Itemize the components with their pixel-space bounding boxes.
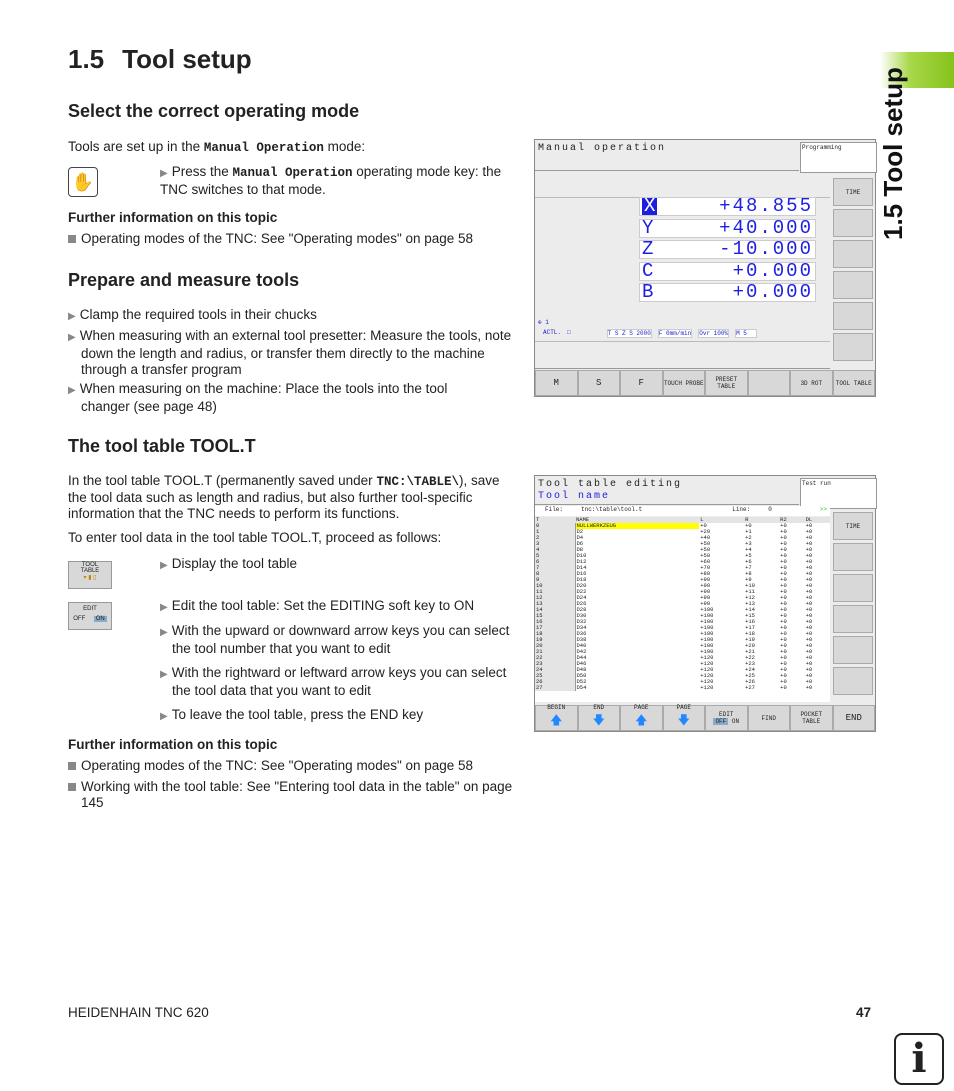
table-cell[interactable]: +24 [745, 666, 755, 673]
softkey-label: M [553, 378, 559, 388]
table-cell[interactable]: +50 [700, 552, 711, 559]
table-cell[interactable]: +0 [805, 564, 813, 571]
axis-label: C [642, 259, 654, 282]
table-cell[interactable]: +0 [805, 546, 813, 553]
table-cell[interactable]: 23 [535, 661, 575, 667]
table-cell[interactable]: +0 [780, 576, 787, 583]
table-cell[interactable]: +0 [780, 546, 787, 553]
table-cell[interactable]: NULLWERKZEUG [575, 523, 699, 529]
table-cell[interactable]: 5 [535, 553, 575, 559]
table-cell[interactable]: +0 [805, 606, 813, 613]
table-cell[interactable]: +17 [745, 624, 755, 631]
table-cell[interactable]: 4 [535, 547, 575, 553]
softkey-s[interactable] [578, 370, 621, 396]
table-cell[interactable]: +0 [805, 576, 813, 583]
softkey-label: F [638, 378, 644, 388]
table-cell[interactable]: D32 [576, 618, 587, 625]
step: ▶ Edit the tool table: Set the EDITING soft key to ON [160, 598, 475, 613]
table-cell[interactable]: D30 [576, 612, 587, 619]
table-cell[interactable]: +0 [745, 522, 752, 529]
table-cell[interactable]: +0 [805, 648, 813, 655]
table-cell[interactable]: D40 [576, 642, 587, 649]
side-softkey[interactable] [833, 333, 873, 361]
table-cell[interactable]: +100 [700, 630, 714, 637]
table-cell[interactable]: D50 [576, 672, 587, 679]
softkey-label: S [596, 378, 602, 388]
table-cell[interactable]: +120 [700, 654, 714, 661]
table-cell[interactable]: +50 [700, 546, 711, 553]
softkey-page[interactable] [663, 705, 706, 731]
table-cell[interactable]: +90 [700, 594, 711, 601]
table-cell[interactable]: +0 [780, 672, 787, 679]
table-cell[interactable]: +0 [805, 534, 813, 541]
table-cell[interactable]: D42 [576, 648, 587, 655]
table-cell[interactable]: D6 [576, 540, 584, 547]
table-cell[interactable]: +100 [700, 618, 714, 625]
table-cell[interactable]: +100 [700, 636, 714, 643]
column-header[interactable]: L [700, 517, 704, 523]
table-cell[interactable]: D36 [576, 630, 587, 637]
column-header[interactable]: R2 [780, 517, 787, 523]
table-cell[interactable]: +0 [805, 672, 813, 679]
table-cell[interactable]: +0 [805, 582, 813, 589]
softkey-end[interactable] [578, 705, 621, 731]
table-cell[interactable]: +0 [700, 522, 707, 529]
table-cell[interactable]: +0 [805, 660, 813, 667]
page-title: 1.5 Tool setup [68, 44, 252, 74]
table-cell[interactable]: 8 [535, 571, 575, 577]
table-cell[interactable]: D4 [576, 534, 584, 541]
manual-operation-screenshot [534, 139, 876, 397]
table-cell[interactable]: D24 [576, 594, 587, 601]
table-cell[interactable]: +0 [805, 678, 813, 685]
softkey-page[interactable] [620, 705, 663, 731]
table-cell[interactable]: +100 [700, 642, 714, 649]
side-softkey[interactable] [833, 209, 873, 237]
table-cell[interactable]: 21 [535, 649, 575, 655]
table-cell[interactable]: +0 [780, 642, 787, 649]
table-cell[interactable]: +20 [745, 642, 755, 649]
axis-value: -10.000 [719, 238, 813, 260]
list-item: ▶ When measuring on the machine: Place the tools into the tool changer (see page 48) [68, 381, 448, 414]
table-cell[interactable]: 20 [535, 643, 575, 649]
softkey-time[interactable]: TIME [833, 512, 873, 540]
table-cell[interactable]: +0 [780, 606, 787, 613]
table-cell[interactable]: D52 [576, 678, 587, 685]
table-cell[interactable]: D14 [576, 564, 587, 571]
tool-table-softkey-image: TOOL TABLE ▾ ▮ ▯ [68, 561, 112, 589]
table-cell[interactable]: +0 [780, 648, 787, 655]
table-cell[interactable]: +4 [745, 546, 752, 553]
table-cell[interactable]: +0 [780, 534, 787, 541]
table-cell[interactable]: +0 [805, 630, 813, 637]
section-title-operating-mode: Select the correct operating mode [68, 101, 360, 121]
table-cell[interactable]: +2 [745, 534, 752, 541]
arrow-down-icon: 🡇 [677, 714, 690, 728]
arrow-up-icon: 🡅 [550, 714, 563, 728]
table-cell[interactable]: 11 [535, 589, 575, 595]
edit-softkey-image: EDIT OFF ON [68, 602, 112, 630]
table-cell[interactable]: 9 [535, 577, 575, 583]
table-cell[interactable]: +0 [805, 636, 813, 643]
table-cell[interactable]: +120 [700, 660, 714, 667]
axis-label: Z [642, 238, 654, 260]
table-cell[interactable]: 18 [535, 631, 575, 637]
arrow-down-icon: 🡇 [592, 714, 605, 728]
table-cell[interactable]: +0 [780, 570, 787, 577]
axis-label: B [642, 281, 654, 303]
axis-label: Y [642, 216, 654, 239]
screen-title: Tool table editing [538, 479, 683, 490]
softkey-end[interactable] [833, 705, 876, 731]
table-cell[interactable]: 10 [535, 583, 575, 589]
chapter-tab-label: 1.5 Tool setup [878, 67, 908, 240]
intro-text: Tools are set up in the Manual Operation mode: [68, 139, 366, 155]
axis-c-position [639, 259, 816, 282]
step: ▶ With the rightward or leftward arrow keys you can select the tool data that you want to edit [160, 665, 507, 698]
table-cell[interactable]: +19 [745, 636, 755, 643]
table-cell[interactable]: +0 [805, 600, 813, 607]
table-row[interactable] [535, 685, 830, 691]
table-cell[interactable]: +15 [745, 612, 755, 619]
tool-table [535, 517, 830, 702]
table-cell[interactable]: +0 [805, 522, 813, 529]
table-cell[interactable]: D46 [576, 660, 587, 667]
softkey-preset-table[interactable] [705, 370, 748, 396]
table-cell[interactable]: +11 [745, 588, 755, 595]
table-cell[interactable]: +90 [700, 588, 711, 595]
column-header[interactable]: R [745, 517, 749, 523]
side-softkey[interactable] [833, 636, 873, 664]
axis-label: X [644, 195, 656, 217]
tool-table-screenshot [534, 475, 876, 732]
table-cell[interactable]: +90 [700, 576, 711, 583]
status-line-2: ACTL. □ T S Z S 2000 F 0mm/min Ovr 100% M 5 [543, 329, 757, 338]
table-cell[interactable]: +90 [700, 582, 711, 589]
table-cell[interactable]: +0 [780, 588, 787, 595]
further-info-bullet: Working with the tool table: See "Entering tool data in the table" on page 145 [68, 779, 513, 811]
paragraph: In the tool table TOOL.T (permanently saved under TNC:\TABLE\), save the tool data such as length and radius, but also further tool-specific information that the TNC needs to perform its functions. [68, 473, 500, 521]
table-cell[interactable]: +0 [780, 600, 787, 607]
table-cell[interactable]: +100 [700, 624, 714, 631]
table-cell[interactable]: +9 [745, 576, 752, 583]
side-softkey[interactable] [833, 240, 873, 268]
table-cell[interactable]: +0 [780, 558, 787, 565]
softkey-pocket-table[interactable] [790, 705, 833, 731]
table-cell[interactable]: D8 [576, 546, 584, 553]
table-cell[interactable]: D20 [576, 582, 587, 589]
side-softkey[interactable] [833, 605, 873, 633]
table-cell[interactable]: +120 [700, 678, 714, 685]
table-cell[interactable]: +50 [700, 540, 711, 547]
table-cell[interactable]: +0 [805, 552, 813, 559]
table-cell[interactable]: +0 [780, 624, 787, 631]
table-cell[interactable]: +0 [780, 528, 787, 535]
table-cell[interactable]: +7 [745, 564, 752, 571]
table-cell[interactable]: +13 [745, 600, 755, 607]
table-cell[interactable]: 0 [535, 523, 575, 529]
table-cell[interactable]: +100 [700, 606, 714, 613]
table-cell[interactable]: 7 [535, 565, 575, 571]
softkey-m[interactable] [535, 370, 578, 396]
table-cell[interactable]: 25 [535, 673, 575, 679]
softkey-label: FIND [761, 714, 776, 722]
axis-value: +48.855 [719, 195, 813, 217]
table-cell[interactable]: +0 [780, 678, 787, 685]
table-cell[interactable]: +21 [745, 648, 755, 655]
softkey-begin[interactable] [535, 705, 578, 731]
further-info-bullet: Operating modes of the TNC: See "Operating modes" on page 58 [68, 231, 473, 247]
axis-value: +0.000 [732, 281, 813, 303]
softkey-row [535, 705, 875, 731]
table-cell[interactable]: 6 [535, 559, 575, 565]
table-cell[interactable]: 14 [535, 607, 575, 613]
step: ▶ To leave the tool table, press the END key [160, 707, 424, 722]
side-softkey[interactable] [833, 271, 873, 299]
axis-x-position [639, 197, 816, 216]
table-cell[interactable]: +8 [745, 570, 752, 577]
section-title-tool-table: The tool table TOOL.T [68, 436, 256, 456]
info-icon: i [894, 1033, 944, 1085]
table-cell[interactable]: 17 [535, 625, 575, 631]
softkey-label: TOUCH PROBE [663, 379, 704, 387]
table-cell[interactable]: +3 [745, 540, 752, 547]
paragraph: To enter tool data in the tool table TOOL.T, proceed as follows: [68, 530, 442, 545]
table-cell[interactable]: D22 [576, 588, 587, 595]
table-cell[interactable]: +0 [780, 636, 787, 643]
table-cell[interactable]: +0 [805, 618, 813, 625]
secondary-mode: Programming [800, 142, 877, 173]
table-cell[interactable]: +25 [745, 672, 755, 679]
table-cell[interactable]: +120 [700, 666, 714, 673]
list-item: ▶ When measuring with an external tool presetter: Measure the tools, note down the length and radius, or transfer them directly to the machine through a transfer program [68, 328, 512, 377]
step: ▶ With the upward or downward arrow keys you can select the tool number that you want to edit [160, 623, 510, 656]
edit-toggle: OFF ON [715, 718, 740, 725]
table-cell[interactable]: D18 [576, 576, 587, 583]
softkey-3d-rot[interactable] [790, 370, 833, 396]
table-cell[interactable]: +0 [805, 612, 813, 619]
softkey-blank[interactable] [748, 370, 791, 396]
axis-z-position [639, 240, 816, 259]
further-info-bullet: Operating modes of the TNC: See "Operating modes" on page 58 [68, 758, 473, 774]
table-cell[interactable]: +0 [805, 642, 813, 649]
table-cell[interactable]: 24 [535, 667, 575, 673]
status-line-1: ⊕ 1 [538, 319, 549, 326]
table-cell[interactable]: +0 [805, 684, 813, 691]
table-cell[interactable]: 1 [535, 529, 575, 535]
table-cell[interactable]: +0 [805, 528, 813, 535]
file-bar: File: tnc:\table\tool.t Line: 0 >> [535, 506, 830, 516]
table-cell[interactable]: D38 [576, 636, 587, 643]
table-cell[interactable]: +0 [780, 630, 787, 637]
table-cell[interactable]: D44 [576, 654, 587, 661]
axis-y-position [639, 216, 816, 239]
table-cell[interactable]: +0 [780, 594, 787, 601]
arrow-up-icon: 🡅 [635, 714, 648, 728]
table-cell[interactable]: +14 [745, 606, 755, 613]
column-header[interactable]: DL [805, 517, 813, 523]
table-cell[interactable]: 15 [535, 613, 575, 619]
table-cell[interactable]: D2 [576, 528, 584, 535]
softkey-touch-probe[interactable] [663, 370, 706, 396]
softkey-time[interactable]: TIME [833, 178, 873, 206]
softkey-label: PAGE [676, 704, 691, 711]
table-cell[interactable]: +80 [700, 570, 711, 577]
side-softkey[interactable] [833, 574, 873, 602]
table-cell[interactable]: D48 [576, 666, 587, 673]
side-softkey[interactable] [833, 543, 873, 571]
softkey-find[interactable] [748, 705, 791, 731]
table-cell[interactable]: 12 [535, 595, 575, 601]
table-cell[interactable]: +90 [700, 600, 711, 607]
table-cell[interactable]: +12 [745, 594, 755, 601]
table-cell[interactable]: 2 [535, 535, 575, 541]
table-cell[interactable]: +22 [745, 654, 755, 661]
table-cell[interactable]: +0 [780, 660, 787, 667]
table-cell[interactable]: +27 [745, 684, 755, 691]
further-info-heading: Further information on this topic [68, 210, 278, 225]
softkey-label: END [845, 713, 862, 723]
table-cell[interactable]: +0 [780, 582, 787, 589]
step-text: ▶ Press the Manual Operation operating mode key: the TNC switches to that mode. [160, 164, 502, 197]
table-cell[interactable]: +0 [805, 570, 813, 577]
table-cell[interactable]: D10 [576, 552, 587, 559]
softkey-edit[interactable] [705, 705, 748, 731]
table-cell[interactable]: +20 [700, 528, 711, 535]
table-cell[interactable]: +0 [780, 540, 787, 547]
side-softkey[interactable] [833, 302, 873, 330]
screen-title: Manual operation [538, 143, 667, 154]
table-cell[interactable]: +5 [745, 552, 752, 559]
table-cell[interactable]: +0 [805, 666, 813, 673]
table-cell[interactable]: +0 [805, 558, 813, 565]
table-cell[interactable]: D16 [576, 570, 587, 577]
softkey-label: PAGE [634, 704, 649, 711]
page-number: 47 [856, 1005, 872, 1020]
table-cell[interactable]: 27 [535, 685, 575, 691]
softkey-label: TOOL TABLE [835, 379, 872, 387]
table-cell[interactable]: +0 [780, 654, 787, 661]
table-cell[interactable]: +60 [700, 558, 711, 565]
side-softkey[interactable] [833, 667, 873, 695]
axis-value: +40.000 [719, 216, 813, 239]
table-cell[interactable]: 16 [535, 619, 575, 625]
table-cell[interactable]: 19 [535, 637, 575, 643]
table-cell[interactable]: +0 [805, 624, 813, 631]
table-cell[interactable]: +0 [805, 588, 813, 595]
softkey-label: END [593, 704, 605, 711]
step: ▶ Display the tool table [160, 556, 298, 571]
manual-operation-key-icon: ✋ [68, 167, 98, 197]
table-cell[interactable]: +100 [700, 648, 714, 655]
table-cell[interactable]: +0 [780, 618, 787, 625]
section-title-prepare: Prepare and measure tools [68, 270, 300, 290]
further-info-heading: Further information on this topic [68, 737, 278, 752]
table-cell[interactable]: D34 [576, 624, 587, 631]
column-header[interactable]: T [536, 517, 540, 523]
softkey-f[interactable] [620, 370, 663, 396]
table-cell[interactable]: +6 [745, 558, 752, 565]
table-cell[interactable]: 13 [535, 601, 575, 607]
column-header[interactable]: NAME [576, 517, 590, 523]
table-cell[interactable]: +0 [780, 564, 787, 571]
table-cell[interactable]: +40 [700, 534, 711, 541]
softkey-label: POCKET TABLE [800, 711, 823, 725]
table-cell[interactable]: +23 [745, 660, 755, 667]
softkey-tool-table[interactable] [833, 370, 876, 396]
footer-product: HEIDENHAIN TNC 620 [68, 1005, 209, 1020]
table-cell[interactable]: +26 [745, 678, 755, 685]
table-cell[interactable]: +0 [805, 540, 813, 547]
table-cell[interactable]: +0 [805, 654, 813, 661]
table-cell[interactable]: D26 [576, 600, 587, 607]
table-cell[interactable]: +10 [745, 582, 755, 589]
screen-subtitle: Tool name [538, 491, 611, 502]
table-cell[interactable]: +0 [780, 666, 787, 673]
table-cell[interactable]: +120 [700, 684, 714, 691]
list-item: ▶ Clamp the required tools in their chucks [68, 307, 317, 322]
table-cell[interactable]: +18 [745, 630, 755, 637]
table-cell[interactable]: +100 [700, 612, 714, 619]
table-cell[interactable]: D28 [576, 606, 587, 613]
softkey-label: 3D ROT [800, 379, 823, 387]
table-cell[interactable]: 22 [535, 655, 575, 661]
secondary-mode: Test run [800, 478, 877, 509]
table-cell[interactable]: 3 [535, 541, 575, 547]
table-cell[interactable]: +0 [805, 594, 813, 601]
table-cell[interactable]: D54 [576, 684, 587, 691]
table-cell[interactable]: +0 [780, 684, 787, 691]
softkey-row [535, 370, 875, 396]
softkey-label: PRESET TABLE [715, 376, 738, 390]
axis-b-position [639, 283, 816, 302]
softkey-label: BEGIN [547, 704, 566, 711]
table-cell[interactable]: D12 [576, 558, 587, 565]
softkey-label: EDIT [719, 711, 734, 718]
table-cell[interactable]: +1 [745, 528, 752, 535]
table-cell[interactable]: +0 [780, 522, 787, 529]
table-cell[interactable]: +16 [745, 618, 755, 625]
axis-value: +0.000 [732, 259, 813, 282]
table-cell[interactable]: +0 [780, 612, 787, 619]
table-cell[interactable]: +0 [780, 552, 787, 559]
table-cell[interactable]: +70 [700, 564, 711, 571]
table-cell[interactable]: 26 [535, 679, 575, 685]
table-cell[interactable]: +120 [700, 672, 714, 679]
